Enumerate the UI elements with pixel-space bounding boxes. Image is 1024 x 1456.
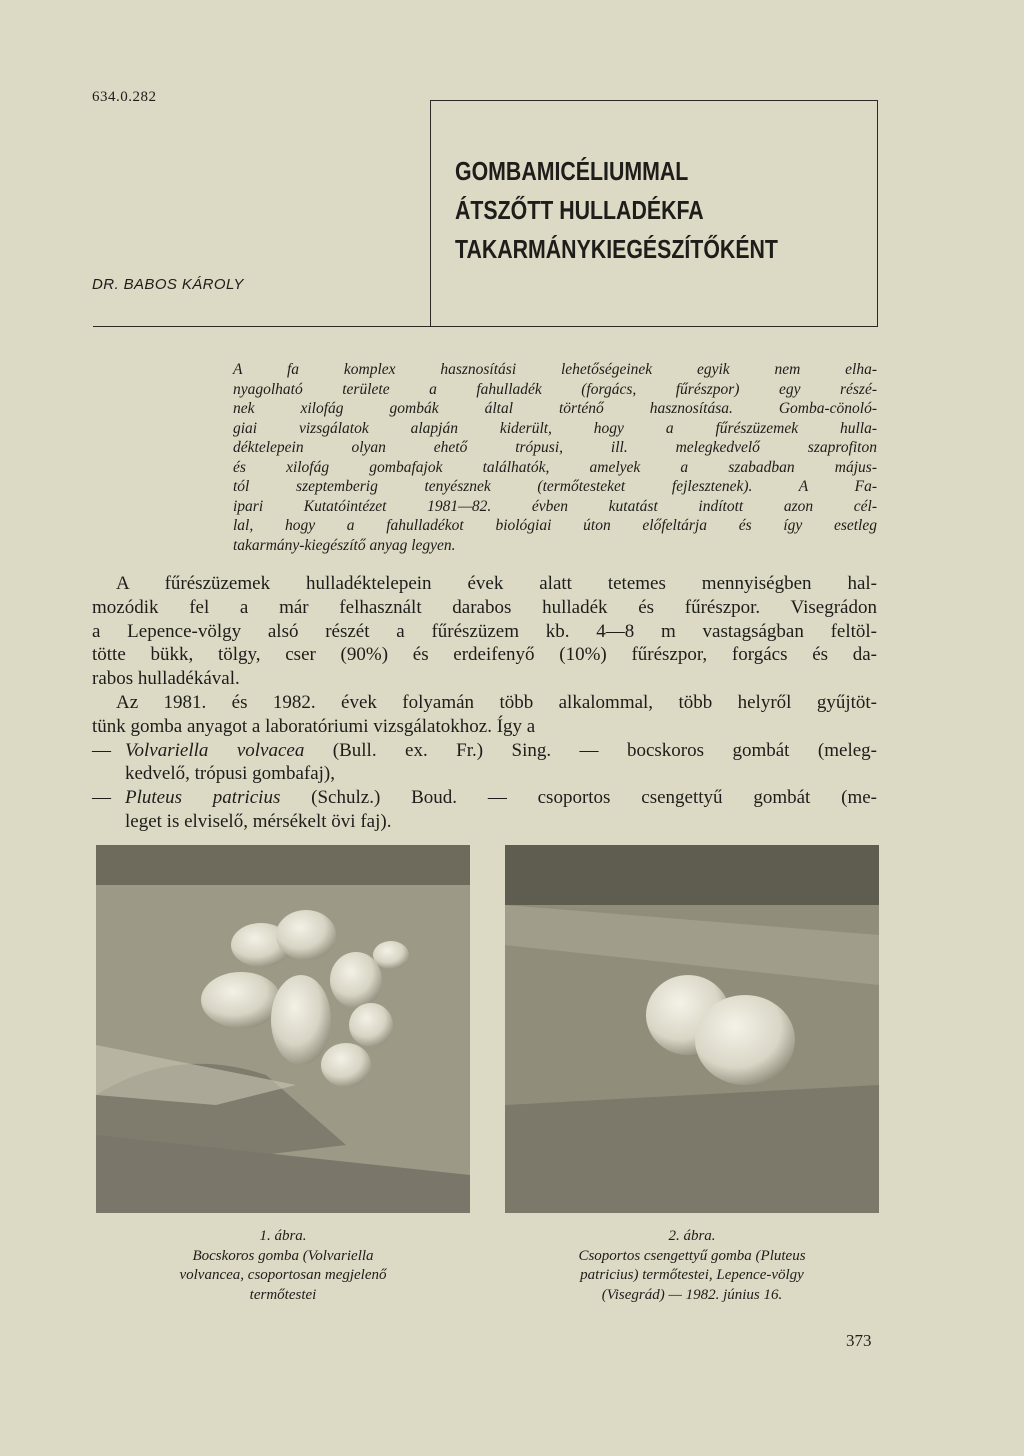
caption-line: termőtestei (249, 1286, 317, 1303)
abstract-line: déktelepein olyan ehető trópusi, ill. melegkedvelő szaprofiton (233, 439, 877, 456)
list-dash: — (92, 739, 111, 761)
species-list-item (92, 739, 877, 763)
body-line: kedvelő, trópusi gombafaj), (125, 763, 336, 785)
figure-1-caption (96, 1227, 470, 1305)
abstract-line: lal, hogy a fahulladékot biológiai úton előfeltárja és így esetleg (233, 517, 877, 534)
classification-code: 634.0.282 (92, 89, 157, 105)
body-line: mozódik fel a már felhasznált darabos hulladék és fűrészpor. Visegrádon (92, 596, 877, 618)
abstract-line: és xilofág gombafajok találhatók, amelyek a szabadban május- (233, 458, 877, 476)
article-title (455, 152, 778, 269)
species-list-item (92, 786, 877, 810)
author-name: DR. BABOS KÁROLY (92, 276, 244, 293)
body-line: tötte bükk, tölgy, cser (90%) és erdeifenyő (10%) fűrészpor, forgács és da- (92, 644, 877, 666)
body-line: tünk gomba anyagot a laboratóriumi vizsgálatokhoz. Így a (92, 715, 536, 737)
figure-2-photo (505, 845, 879, 1213)
figure-label: 2. ábra. (668, 1228, 716, 1244)
list-dash: — (92, 787, 111, 809)
body-line: A fűrészüzemek hulladéktelepein évek alatt tetemes mennyiségben hal- (116, 573, 877, 594)
caption-line: Bocskoros gomba (Volvariella (192, 1247, 374, 1264)
abstract (233, 360, 877, 555)
abstract-line: takarmány-kiegészítő anyag legyen. (233, 536, 456, 554)
figure-label: 1. ábra. (259, 1228, 307, 1244)
abstract-line: tól szeptemberig tenyésznek (termőtesteket fejlesztenek). A Fa- (233, 478, 877, 495)
species-description: (Bull. ex. Fr.) Sing. — bocskoros gombát (meleg- (304, 739, 877, 761)
caption-line: Csoportos csengettyű gomba (Pluteus (578, 1247, 806, 1264)
body-text (92, 572, 877, 834)
caption-line: patricius) termőtestei, Lepence-völgy (580, 1267, 804, 1283)
title-line: ÁTSZŐTT HULLADÉKFA (455, 195, 704, 225)
abstract-line: giai vizsgálatok alapján kiderült, hogy a fűrészüzemek hulla- (233, 419, 877, 437)
species-name: Volvariella volvacea (125, 739, 305, 761)
page-number: 373 (846, 1331, 872, 1350)
figure-2-caption (505, 1227, 879, 1305)
title-line: TAKARMÁNYKIEGÉSZÍTŐKÉNT (455, 234, 778, 264)
abstract-line: ipari Kutatóintézet 1981—82. évben kutatást indított azon cél- (233, 497, 877, 515)
abstract-line: nek xilofág gombák által történő hasznosítása. Gomba-cönoló- (233, 400, 877, 417)
title-line: GOMBAMICÉLIUMMAL (455, 156, 689, 186)
body-line: a Lepence-völgy alsó részét a fűrészüzem kb. 4—8 m vastagságban feltöl- (92, 620, 877, 642)
figure-1-photo (96, 845, 470, 1213)
species-name: Pluteus patricius (125, 787, 281, 809)
body-line: Az 1981. és 1982. évek folyamán több alkalommal, több helyről gyűjtöt- (116, 691, 877, 713)
body-line: rabos hulladékával. (92, 668, 240, 690)
body-line: leget is elviselő, mérsékelt övi faj). (125, 810, 392, 832)
abstract-line: nyagolható területe a fahulladék (forgács, fűrészpor) egy részé- (233, 380, 877, 398)
header-rule (93, 326, 878, 327)
species-description: (Schulz.) Boud. — csoportos csengettyű gombát (me- (280, 787, 877, 809)
caption-line: volvancea, csoportosan megjelenő (179, 1267, 387, 1283)
caption-line: (Visegrád) — 1982. június 16. (601, 1286, 783, 1303)
abstract-line: A fa komplex hasznosítási lehetőségeinek egyik nem elha- (233, 361, 877, 378)
